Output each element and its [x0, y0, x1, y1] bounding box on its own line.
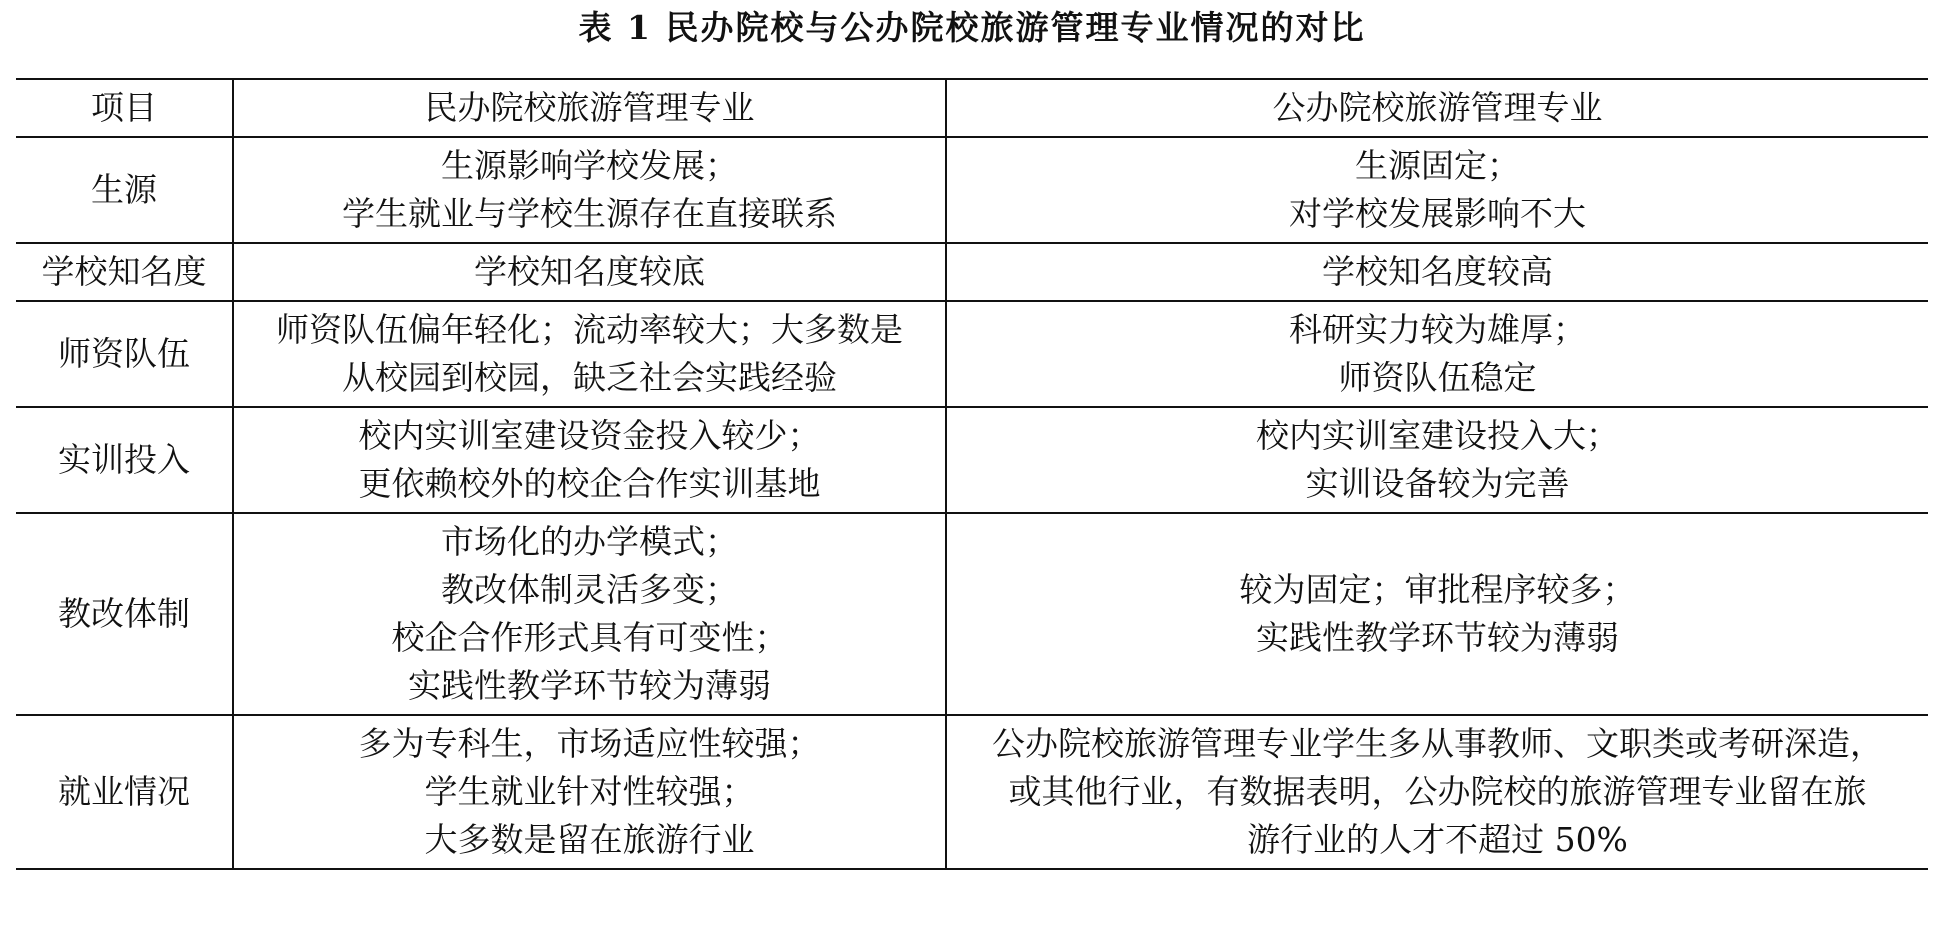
- cell-line: 实践性教学环节较为薄弱: [408, 666, 771, 705]
- table-row: [16, 137, 1928, 243]
- cell-line: 教改体制灵活多变；: [441, 570, 738, 609]
- cell-line: 从校园到校园，缺乏社会实践经验: [342, 358, 837, 397]
- public-cell: [946, 301, 1928, 407]
- row-item: 生源: [16, 137, 233, 243]
- cell-line: 对学校发展影响不大: [1289, 194, 1586, 233]
- cell-line: 生源固定；: [1355, 146, 1520, 185]
- public-cell: [946, 715, 1928, 869]
- cell-line: 学校知名度较高: [1322, 252, 1553, 291]
- cell-line: 师资队伍稳定: [1338, 358, 1537, 397]
- cell-line: 校企合作形式具有可变性；: [391, 618, 788, 657]
- private-cell: [233, 513, 946, 715]
- row-item: 师资队伍: [16, 301, 233, 407]
- table-row: [16, 301, 1928, 407]
- row-item: 学校知名度: [16, 243, 233, 301]
- cell-line: 科研实力较为雄厚；: [1289, 310, 1586, 349]
- public-cell: [946, 137, 1928, 243]
- private-cell: [233, 715, 946, 869]
- cell-line: 校内实训室建设资金投入较少；: [358, 416, 821, 455]
- cell-line: 学生就业与学校生源存在直接联系: [342, 194, 837, 233]
- comparison-table: [16, 78, 1928, 870]
- row-item: 就业情况: [16, 715, 233, 869]
- public-cell: [946, 243, 1928, 301]
- private-cell: [233, 301, 946, 407]
- cell-line: 更依赖校外的校企合作实训基地: [358, 464, 821, 503]
- cell-line: 校内实训室建设投入大；: [1256, 416, 1619, 455]
- header-private: 民办院校旅游管理专业: [233, 79, 946, 137]
- cell-line: 实践性教学环节较为薄弱: [1256, 618, 1619, 657]
- cell-line: 学生就业针对性较强；: [424, 772, 755, 811]
- cell-line: 或其他行业，有数据表明，公办院校的旅游管理专业留在旅: [1008, 772, 1867, 811]
- private-cell: [233, 137, 946, 243]
- cell-line: 实训设备较为完善: [1305, 464, 1570, 503]
- table-row: [16, 243, 1928, 301]
- private-cell: [233, 243, 946, 301]
- table-row: [16, 513, 1928, 715]
- cell-line: 游行业的人才不超过 50%: [1247, 820, 1628, 859]
- cell-line: 学校知名度较底: [474, 252, 705, 291]
- header-public: 公办院校旅游管理专业: [946, 79, 1928, 137]
- cell-line: 较为固定；审批程序较多；: [1239, 570, 1636, 609]
- cell-line: 生源影响学校发展；: [441, 146, 738, 185]
- header-item: 项目: [16, 79, 233, 137]
- cell-line: 师资队伍偏年轻化；流动率较大；大多数是: [276, 310, 903, 349]
- row-item: 教改体制: [16, 513, 233, 715]
- public-cell: [946, 513, 1928, 715]
- row-item: 实训投入: [16, 407, 233, 513]
- private-cell: [233, 407, 946, 513]
- table-row: [16, 407, 1928, 513]
- table-title: 表 1 民办院校与公办院校旅游管理专业情况的对比: [578, 8, 1366, 47]
- cell-line: 市场化的办学模式；: [441, 522, 738, 561]
- table-row: [16, 715, 1928, 869]
- cell-line: 公办院校旅游管理专业学生多从事教师、文职类或考研深造，: [992, 724, 1883, 763]
- header-row: [16, 79, 1928, 137]
- cell-line: 大多数是留在旅游行业: [424, 820, 755, 859]
- public-cell: [946, 407, 1928, 513]
- cell-line: 多为专科生，市场适应性较强；: [358, 724, 821, 763]
